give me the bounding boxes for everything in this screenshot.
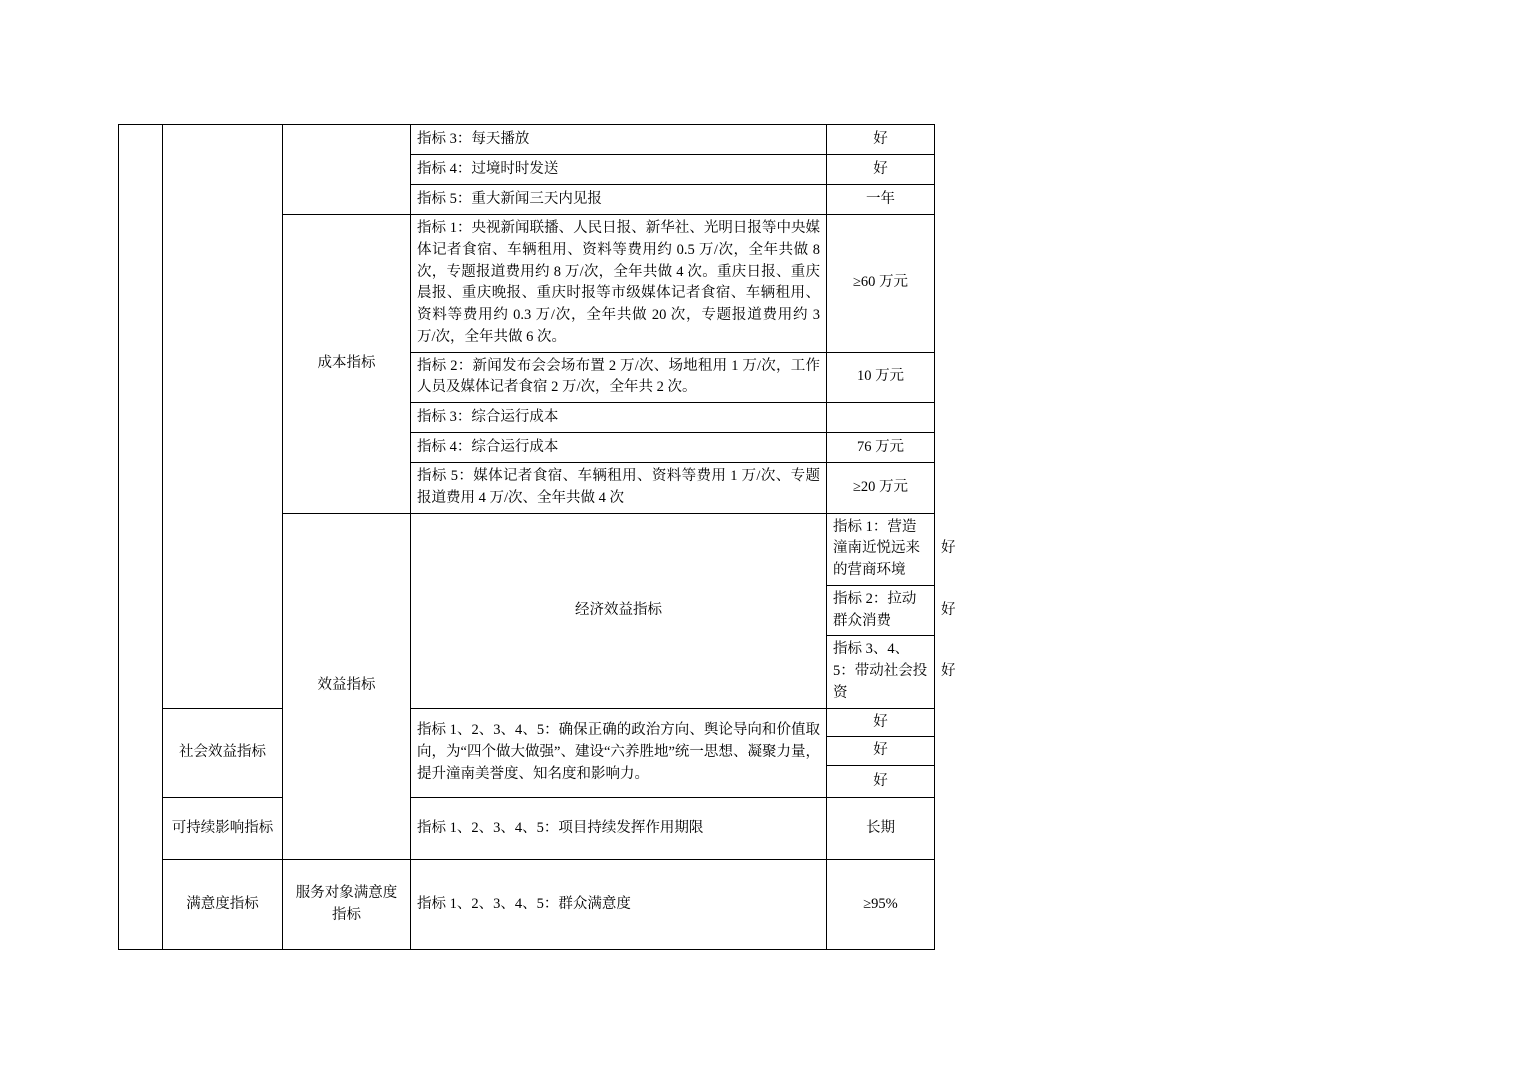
indicator-value: ≥60 万元: [827, 215, 935, 353]
table-row: 指标 2：拉动群众消费 好: [119, 585, 935, 636]
indicator-value: [827, 403, 935, 433]
table-row: [119, 798, 935, 860]
indicator-text: 指标 5：重大新闻三天内见报: [411, 185, 827, 215]
indicator-text: 指标 4：过境时时发送: [411, 155, 827, 185]
col2-category-satisfaction: 满意度指标: [163, 860, 283, 950]
col3-subcategory-sustainable: 可持续影响指标: [163, 798, 283, 860]
indicator-text: 指标 1：营造潼南近悦远来的营商环境: [827, 513, 935, 585]
indicator-value: ≥20 万元: [827, 463, 935, 514]
indicator-text: 指标 5：媒体记者食宿、车辆租用、资料等费用 1 万/次、专题报道费用 4 万/次、全年共做 4 次: [411, 463, 827, 514]
col2-category-benefit: 效益指标: [283, 513, 411, 860]
col3-subcategory-blank: [283, 125, 411, 215]
indicator-value: 10 万元: [827, 352, 935, 403]
indicator-value: 好: [827, 737, 935, 766]
indicator-value: 好: [827, 155, 935, 185]
table-row: [119, 708, 935, 737]
table-row: [119, 125, 935, 155]
table-row: 效益指标 经济效益指标 指标 1：营造潼南近悦远来的营商环境 好: [119, 513, 935, 585]
indicator-value: 一年: [827, 185, 935, 215]
col2-category-blank: [163, 125, 283, 709]
col3-subcategory-social: 社会效益指标: [163, 708, 283, 798]
indicator-value: 好: [827, 125, 935, 155]
indicator-value: 好: [827, 708, 935, 737]
indicator-text: 指标 3、4、5：带动社会投资: [827, 636, 935, 708]
table-row: [119, 860, 935, 950]
indicator-text: 指标 4：综合运行成本: [411, 433, 827, 463]
indicator-text: 指标 1、2、3、4、5：群众满意度: [411, 860, 827, 950]
indicator-text: 指标 1、2、3、4、5：项目持续发挥作用期限: [411, 798, 827, 860]
col3-subcategory-service: 服务对象满意度指标: [283, 860, 411, 950]
indicator-value: 长期: [827, 798, 935, 860]
col1-spacer: [119, 125, 163, 950]
col3-subcategory-cost: 成本指标: [283, 215, 411, 514]
indicator-text: 指标 3：综合运行成本: [411, 403, 827, 433]
table-body: [119, 125, 956, 950]
indicator-text: 指标 1：央视新闻联播、人民日报、新华社、光明日报等中央媒体记者食宿、车辆租用、资料等费用约 0.5 万/次，全年共做 8 次，专题报道费用约 8 万/次，全年共做 4 次。重庆日报、重庆晨报、重庆晚报、重庆时报等市级媒体记者食宿、车辆租用、资料等费用约 0.3 万/次，全年共做 20 次，专题报道费用约 3 万/次，全年共做 6 次。: [411, 215, 827, 353]
indicator-text: 指标 1、2、3、4、5：确保正确的政治方向、舆论导向和价值取向，为“四个做大做强”、建设“六养胜地”统一思想、凝聚力量，提升潼南美誉度、知名度和影响力。: [411, 708, 827, 798]
table-row: 指标 3、4、5：带动社会投资 好: [119, 636, 935, 708]
performance-indicator-table: [118, 124, 956, 950]
indicator-value: ≥95%: [827, 860, 935, 950]
indicator-text: 指标 2：新闻发布会会场布置 2 万/次、场地租用 1 万/次，工作人员及媒体记者食宿 2 万/次，全年共 2 次。: [411, 352, 827, 403]
col3-subcategory-economic: 经济效益指标: [411, 513, 827, 708]
indicator-text: 指标 2：拉动群众消费: [827, 585, 935, 636]
indicator-value: 好: [827, 766, 935, 798]
indicator-value: 76 万元: [827, 433, 935, 463]
indicator-text: 指标 3：每天播放: [411, 125, 827, 155]
